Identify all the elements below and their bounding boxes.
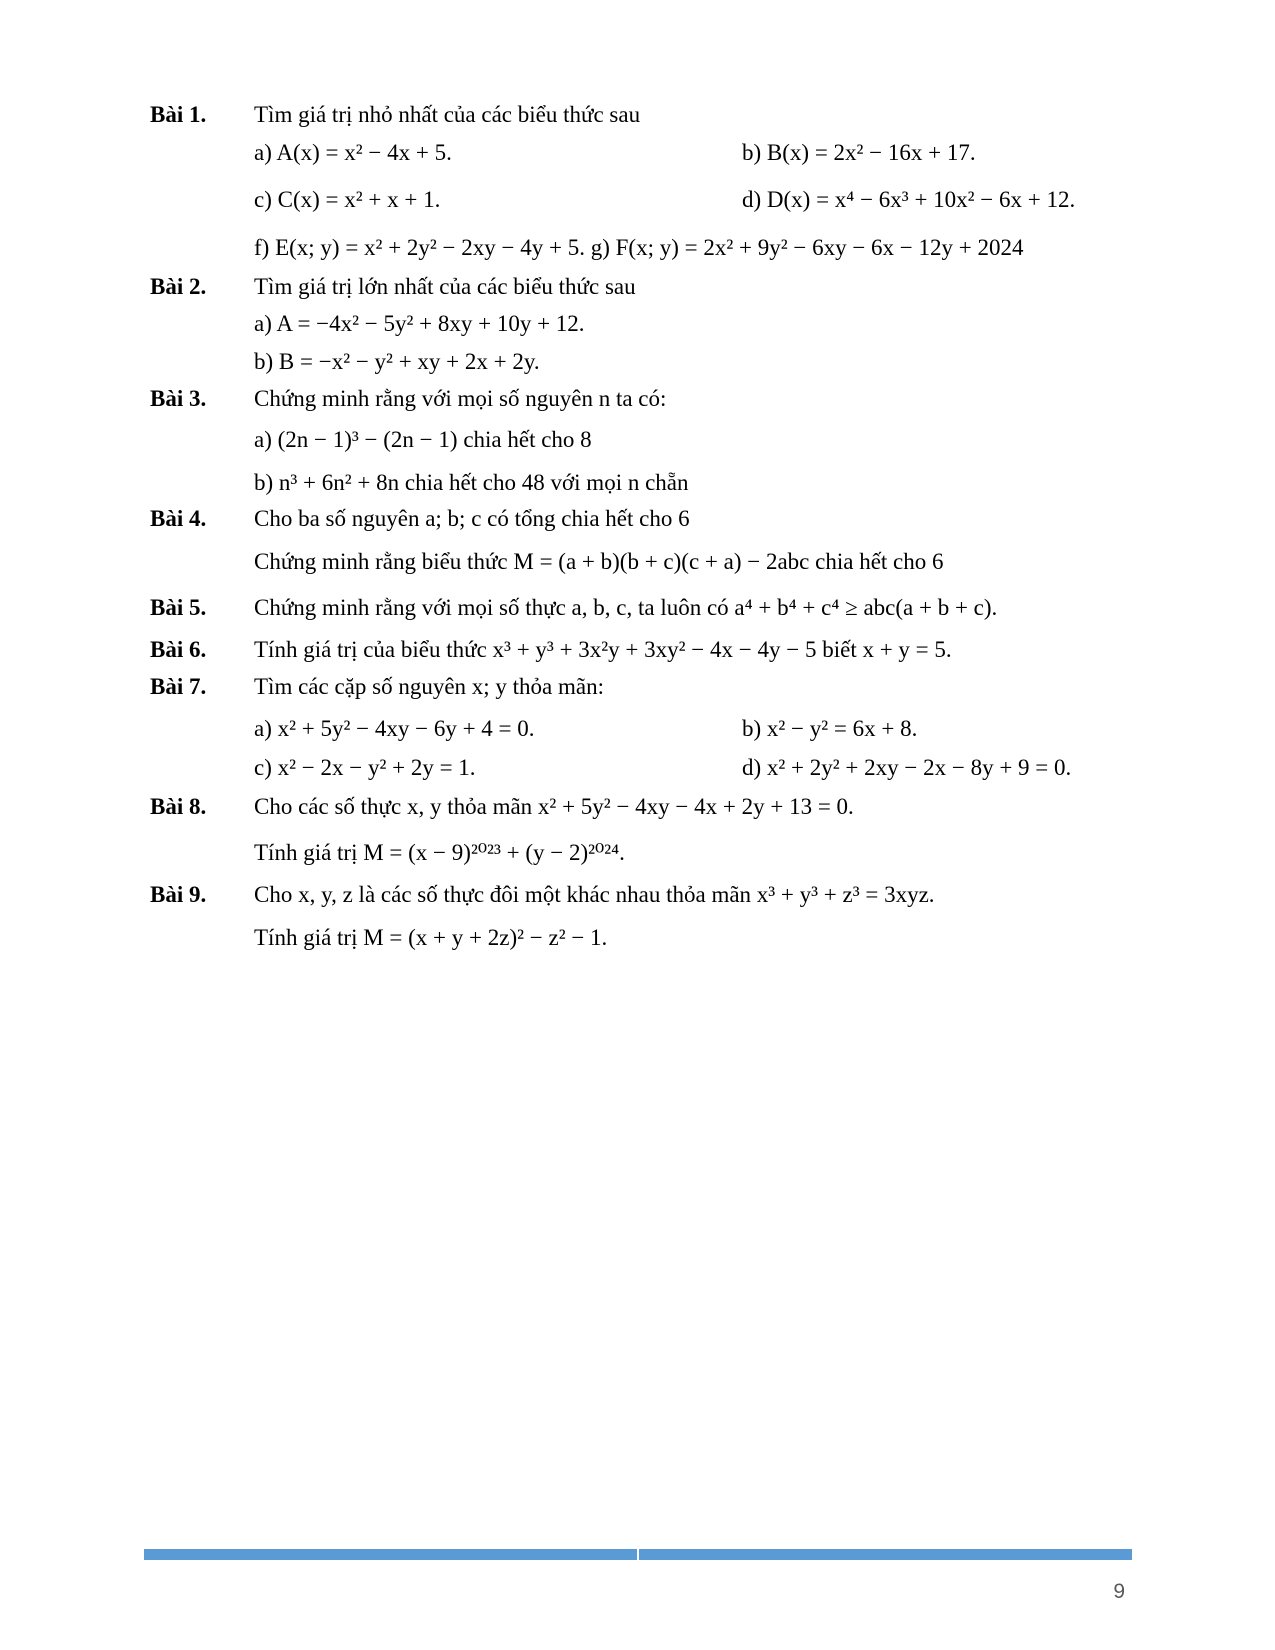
exercise-8-prompt: Cho các số thực x, y thỏa mãn x² + 5y² − 4xy − 4x + 2y + 13 = 0. (254, 794, 854, 819)
exercise-9-label: Bài 9. (150, 882, 207, 907)
exercise-6-label: Bài 6. (150, 637, 207, 662)
exercise-3-prompt: Chứng minh rằng với mọi số nguyên n ta có: (254, 386, 667, 411)
exercise-8-statement: Tính giá trị M = (x − 9)²⁰²³ + (y − 2)²⁰²⁴. (254, 840, 625, 865)
exercise-7-item-a: a) x² + 5y² − 4xy − 6y + 4 = 0. (254, 716, 535, 741)
exercise-1-item-c: c) C(x) = x² + x + 1. (254, 187, 441, 212)
exercise-2-prompt: Tìm giá trị lớn nhất của các biểu thức sau (254, 274, 636, 299)
exercise-9-prompt: Cho x, y, z là các số thực đôi một khác nhau thỏa mãn x³ + y³ + z³ = 3xyz. (254, 882, 935, 907)
exercise-6-prompt: Tính giá trị của biểu thức x³ + y³ + 3x²y + 3xy² − 4x − 4y − 5 biết x + y = 5. (254, 637, 952, 662)
exercise-8-label: Bài 8. (150, 794, 207, 819)
exercise-4-statement: Chứng minh rằng biểu thức M = (a + b)(b + c)(c + a) − 2abc chia hết cho 6 (254, 549, 944, 574)
exercise-3-item-a: a) (2n − 1)³ − (2n − 1) chia hết cho 8 (254, 427, 592, 452)
exercise-5-label: Bài 5. (150, 595, 207, 620)
exercise-9-statement: Tính giá trị M = (x + y + 2z)² − z² − 1. (254, 925, 608, 950)
exercise-1-item-d: d) D(x) = x⁴ − 6x³ + 10x² − 6x + 12. (742, 187, 1076, 212)
exercise-1-item-f-g: f) E(x; y) = x² + 2y² − 2xy − 4y + 5. g) F(x; y) = 2x² + 9y² − 6xy − 6x − 12y + 2024 (254, 235, 1024, 260)
exercise-7-item-d: d) x² + 2y² + 2xy − 2x − 8y + 9 = 0. (742, 755, 1072, 780)
exercise-2-item-b: b) B = −x² − y² + xy + 2x + 2y. (254, 349, 540, 374)
footer-bar-divider (637, 1549, 639, 1560)
exercise-5-prompt: Chứng minh rằng với mọi số thực a, b, c, ta luôn có a⁴ + b⁴ + c⁴ ≥ abc(a + b + c). (254, 595, 998, 620)
exercise-7-item-c: c) x² − 2x − y² + 2y = 1. (254, 755, 476, 780)
exercise-2-label: Bài 2. (150, 274, 207, 299)
exercise-1-prompt: Tìm giá trị nhỏ nhất của các biểu thức sau (254, 102, 641, 127)
exercise-7-prompt: Tìm các cặp số nguyên x; y thỏa mãn: (254, 674, 605, 699)
exercise-7-label: Bài 7. (150, 674, 207, 699)
page-number: 9 (1113, 1580, 1125, 1603)
exercise-1-item-b: b) B(x) = 2x² − 16x + 17. (742, 140, 976, 165)
exercise-4-label: Bài 4. (150, 506, 207, 531)
exercise-1-item-a: a) A(x) = x² − 4x + 5. (254, 140, 452, 165)
exercise-1-label: Bài 1. (150, 102, 207, 127)
exercise-3-item-b: b) n³ + 6n² + 8n chia hết cho 48 với mọi n chẵn (254, 470, 689, 495)
exercise-3-label: Bài 3. (150, 386, 207, 411)
exercise-4-prompt: Cho ba số nguyên a; b; c có tổng chia hết cho 6 (254, 506, 690, 531)
exercise-2-item-a: a) A = −4x² − 5y² + 8xy + 10y + 12. (254, 311, 585, 336)
exercise-7-item-b: b) x² − y² = 6x + 8. (742, 716, 918, 741)
